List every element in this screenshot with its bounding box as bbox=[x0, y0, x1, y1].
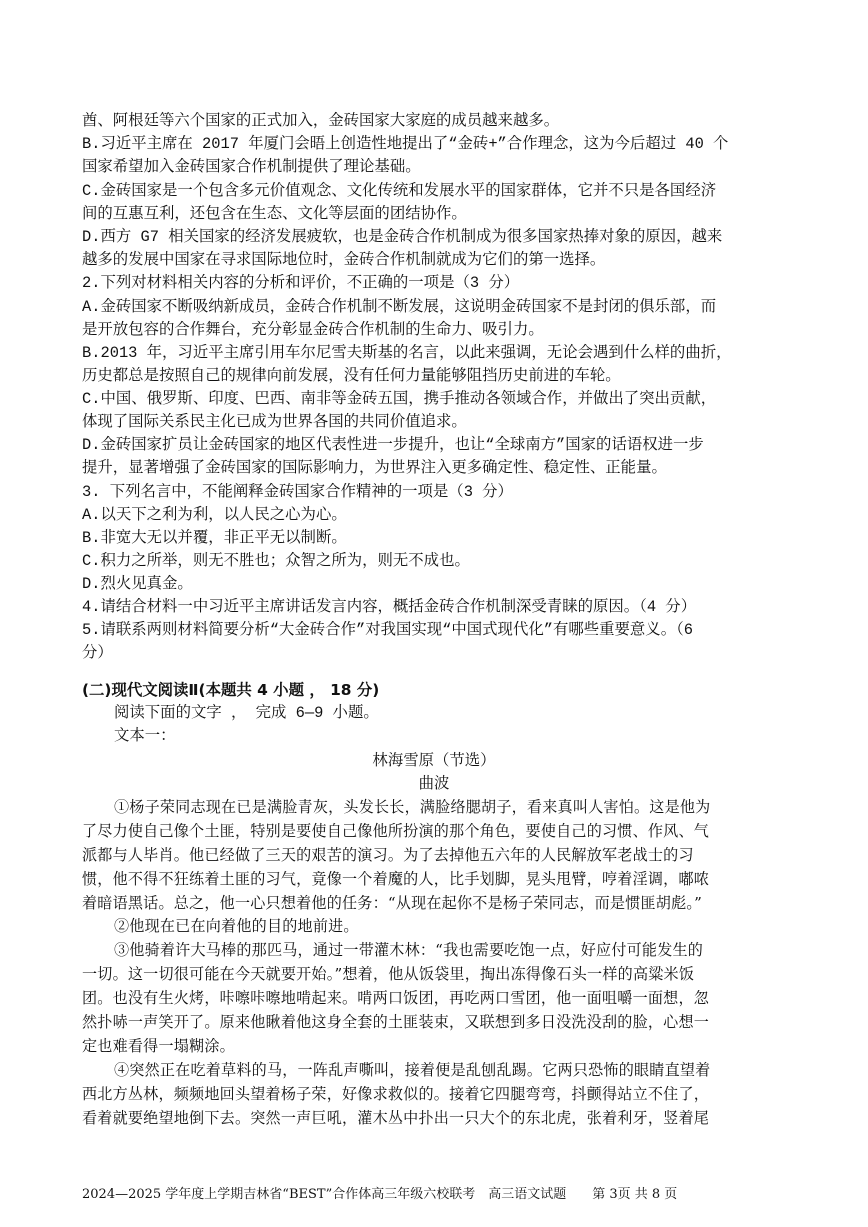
text-line: 一切。这一切很可能在今天就要开始。”想着，他从饭袋里，掏出冻得像石头一样的高粱米饭 bbox=[82, 965, 695, 983]
text-line: 4.请结合材料一中习近平主席讲话发言内容，概括金砖合作机制深受青睐的原因。（4 分） bbox=[82, 598, 697, 616]
page-footer: 2024—2025 学年度上学期吉林省“BEST”合作体高三年级六校联考 高三语文试题 第 3页 共 8 页 bbox=[82, 1187, 678, 1202]
text-line: A.金砖国家不断吸纳新成员，金砖合作机制不断发展，这说明金砖国家不是封闭的俱乐部，而 bbox=[82, 298, 717, 316]
text-line: 2.下列对材料相关内容的分析和评价，不正确的一项是（3 分） bbox=[82, 274, 520, 292]
text-line: 5.请联系两则材料简要分析“大金砖合作”对我国实现“中国式现代化”有哪些重要意义。（6 bbox=[82, 621, 694, 639]
text-line: 着暗语黑话。总之，他一心只想着他的任务：“从现在起你不是杨子荣同志，而是惯匪胡彪。” bbox=[82, 894, 703, 912]
text-line: D.金砖国家扩员让金砖国家的地区代表性进一步提升，也让“全球南方”国家的话语权进一步 bbox=[82, 436, 704, 454]
text-line: 然扑哧一声笑开了。原来他瞅着他这身全套的土匪装束，又联想到多日没洗没刮的脸，心想一 bbox=[82, 1013, 710, 1031]
text-line: 西北方丛林，频频地回头望着杨子荣，好像求救似的。接着它四腿弯弯，抖颤得站立不住了， bbox=[82, 1085, 710, 1103]
text-line: D.烈火见真金。 bbox=[82, 575, 193, 593]
text-line: 派都与人毕肖。他已经做了三天的艰苦的演习。为了去掉他五六年的人民解放军老战士的习 bbox=[82, 846, 694, 864]
text-line: C.金砖国家是一个包含多元价值观念、文化传统和发展水平的国家群体，它并不只是各国经济 bbox=[82, 182, 717, 200]
text-line: C.中国、俄罗斯、印度、巴西、南非等金砖五国，携手推动各领域合作，并做出了突出贡献， bbox=[82, 390, 717, 408]
text-line: 酋、阿根廷等六个国家的正式加入，金砖国家大家庭的成员越来越多。 bbox=[82, 112, 560, 130]
text-line: ②他现在已在向着他的目的地前进。 bbox=[114, 917, 359, 935]
text-line: B.非宽大无以并覆，非正平无以制断。 bbox=[82, 529, 347, 547]
text-line: ③他骑着许大马棒的那匹马，通过一带灌木林：“我也需要吃饱一点，好应付可能发生的 bbox=[114, 941, 704, 959]
text-line: 文本一： bbox=[114, 727, 176, 745]
text-line: 看着就要绝望地倒下去。突然一声巨吼，灌木丛中扑出一只大个的东北虎，张着利牙，竖着尾 bbox=[82, 1109, 710, 1127]
text-line: 体现了国际关系民主化已成为世界各国的共同价值追求。 bbox=[82, 413, 467, 431]
text-line: 林海雪原（节选） bbox=[372, 751, 496, 769]
text-line: 了尽力使自己像个土匪，特别是要使自己像他所扮演的那个角色，要使自己的习惯、作风、气 bbox=[82, 822, 710, 840]
text-line: 是开放包容的合作舞台，充分彰显金砖合作机制的生命力、吸引力。 bbox=[82, 321, 544, 339]
text-line: B.2013 年，习近平主席引用车尔尼雪夫斯基的名言，以此来强调，无论会遇到什么样的曲折， bbox=[82, 344, 732, 362]
text-line: 提升，显著增强了金砖国家的国际影响力，为世界注入更多确定性、稳定性、正能量。 bbox=[82, 459, 667, 477]
text-line: 曲波 bbox=[418, 774, 450, 792]
text-line: 分） bbox=[82, 644, 113, 662]
text-line: C.积力之所举，则无不胜也；众智之所为，则无不成也。 bbox=[82, 552, 470, 570]
text-line: D.西方 G7 相关国家的经济发展疲软，也是金砖合作机制成为很多国家热捧对象的原因，越来 bbox=[82, 228, 723, 246]
text-line: 阅读下面的文字 ， 完成 6—9 小题。 bbox=[114, 704, 379, 722]
text-line: A.以天下之利为利，以人民之心为心。 bbox=[82, 506, 347, 524]
text-line: 惯，他不得不狂练着土匪的习气，竟像一个着魔的人，比手划脚，晃头甩臂，哼着淫调，嘟哝 bbox=[82, 870, 710, 888]
text-line: 定也难看得一塌糊涂。 bbox=[82, 1037, 235, 1055]
text-line: 团。也没有生火烤，咔嚓咔嚓地啃起来。啃两口饭团，再吃两口雪团，他一面咀嚼一面想，忽 bbox=[82, 989, 710, 1007]
text-line: B.习近平主席在 2017 年厦门会晤上创造性地提出了“金砖+”合作理念，这为今后超过 40 个 bbox=[82, 135, 729, 153]
text-line: ①杨子荣同志现在已是满脸青灰，头发长长，满脸络腮胡子，看来真叫人害怕。这是他为 bbox=[114, 798, 711, 816]
text-line: 3. 下列名言中，不能阐释金砖国家合作精神的一项是（3 分） bbox=[82, 483, 513, 501]
text-line: (二)现代文阅读Ⅱ(本题共 4 小题 ， 18 分) bbox=[82, 681, 380, 699]
text-line: 越多的发展中国家在寻求国际地位时，金砖合作机制就成为它们的第一选择。 bbox=[82, 251, 606, 269]
text-line: 间的互惠互利，还包含在生态、文化等层面的团结协作。 bbox=[82, 205, 467, 223]
text-line: 历史都总是按照自己的规律向前发展，没有任何力量能够阻挡历史前进的车轮。 bbox=[82, 367, 621, 385]
text-line: 国家希望加入金砖国家合作机制提供了理论基础。 bbox=[82, 158, 421, 176]
text-line: ④突然正在吃着草料的马，一阵乱声嘶叫，接着便是乱刨乱踢。它两只恐怖的眼睛直望着 bbox=[114, 1061, 711, 1079]
